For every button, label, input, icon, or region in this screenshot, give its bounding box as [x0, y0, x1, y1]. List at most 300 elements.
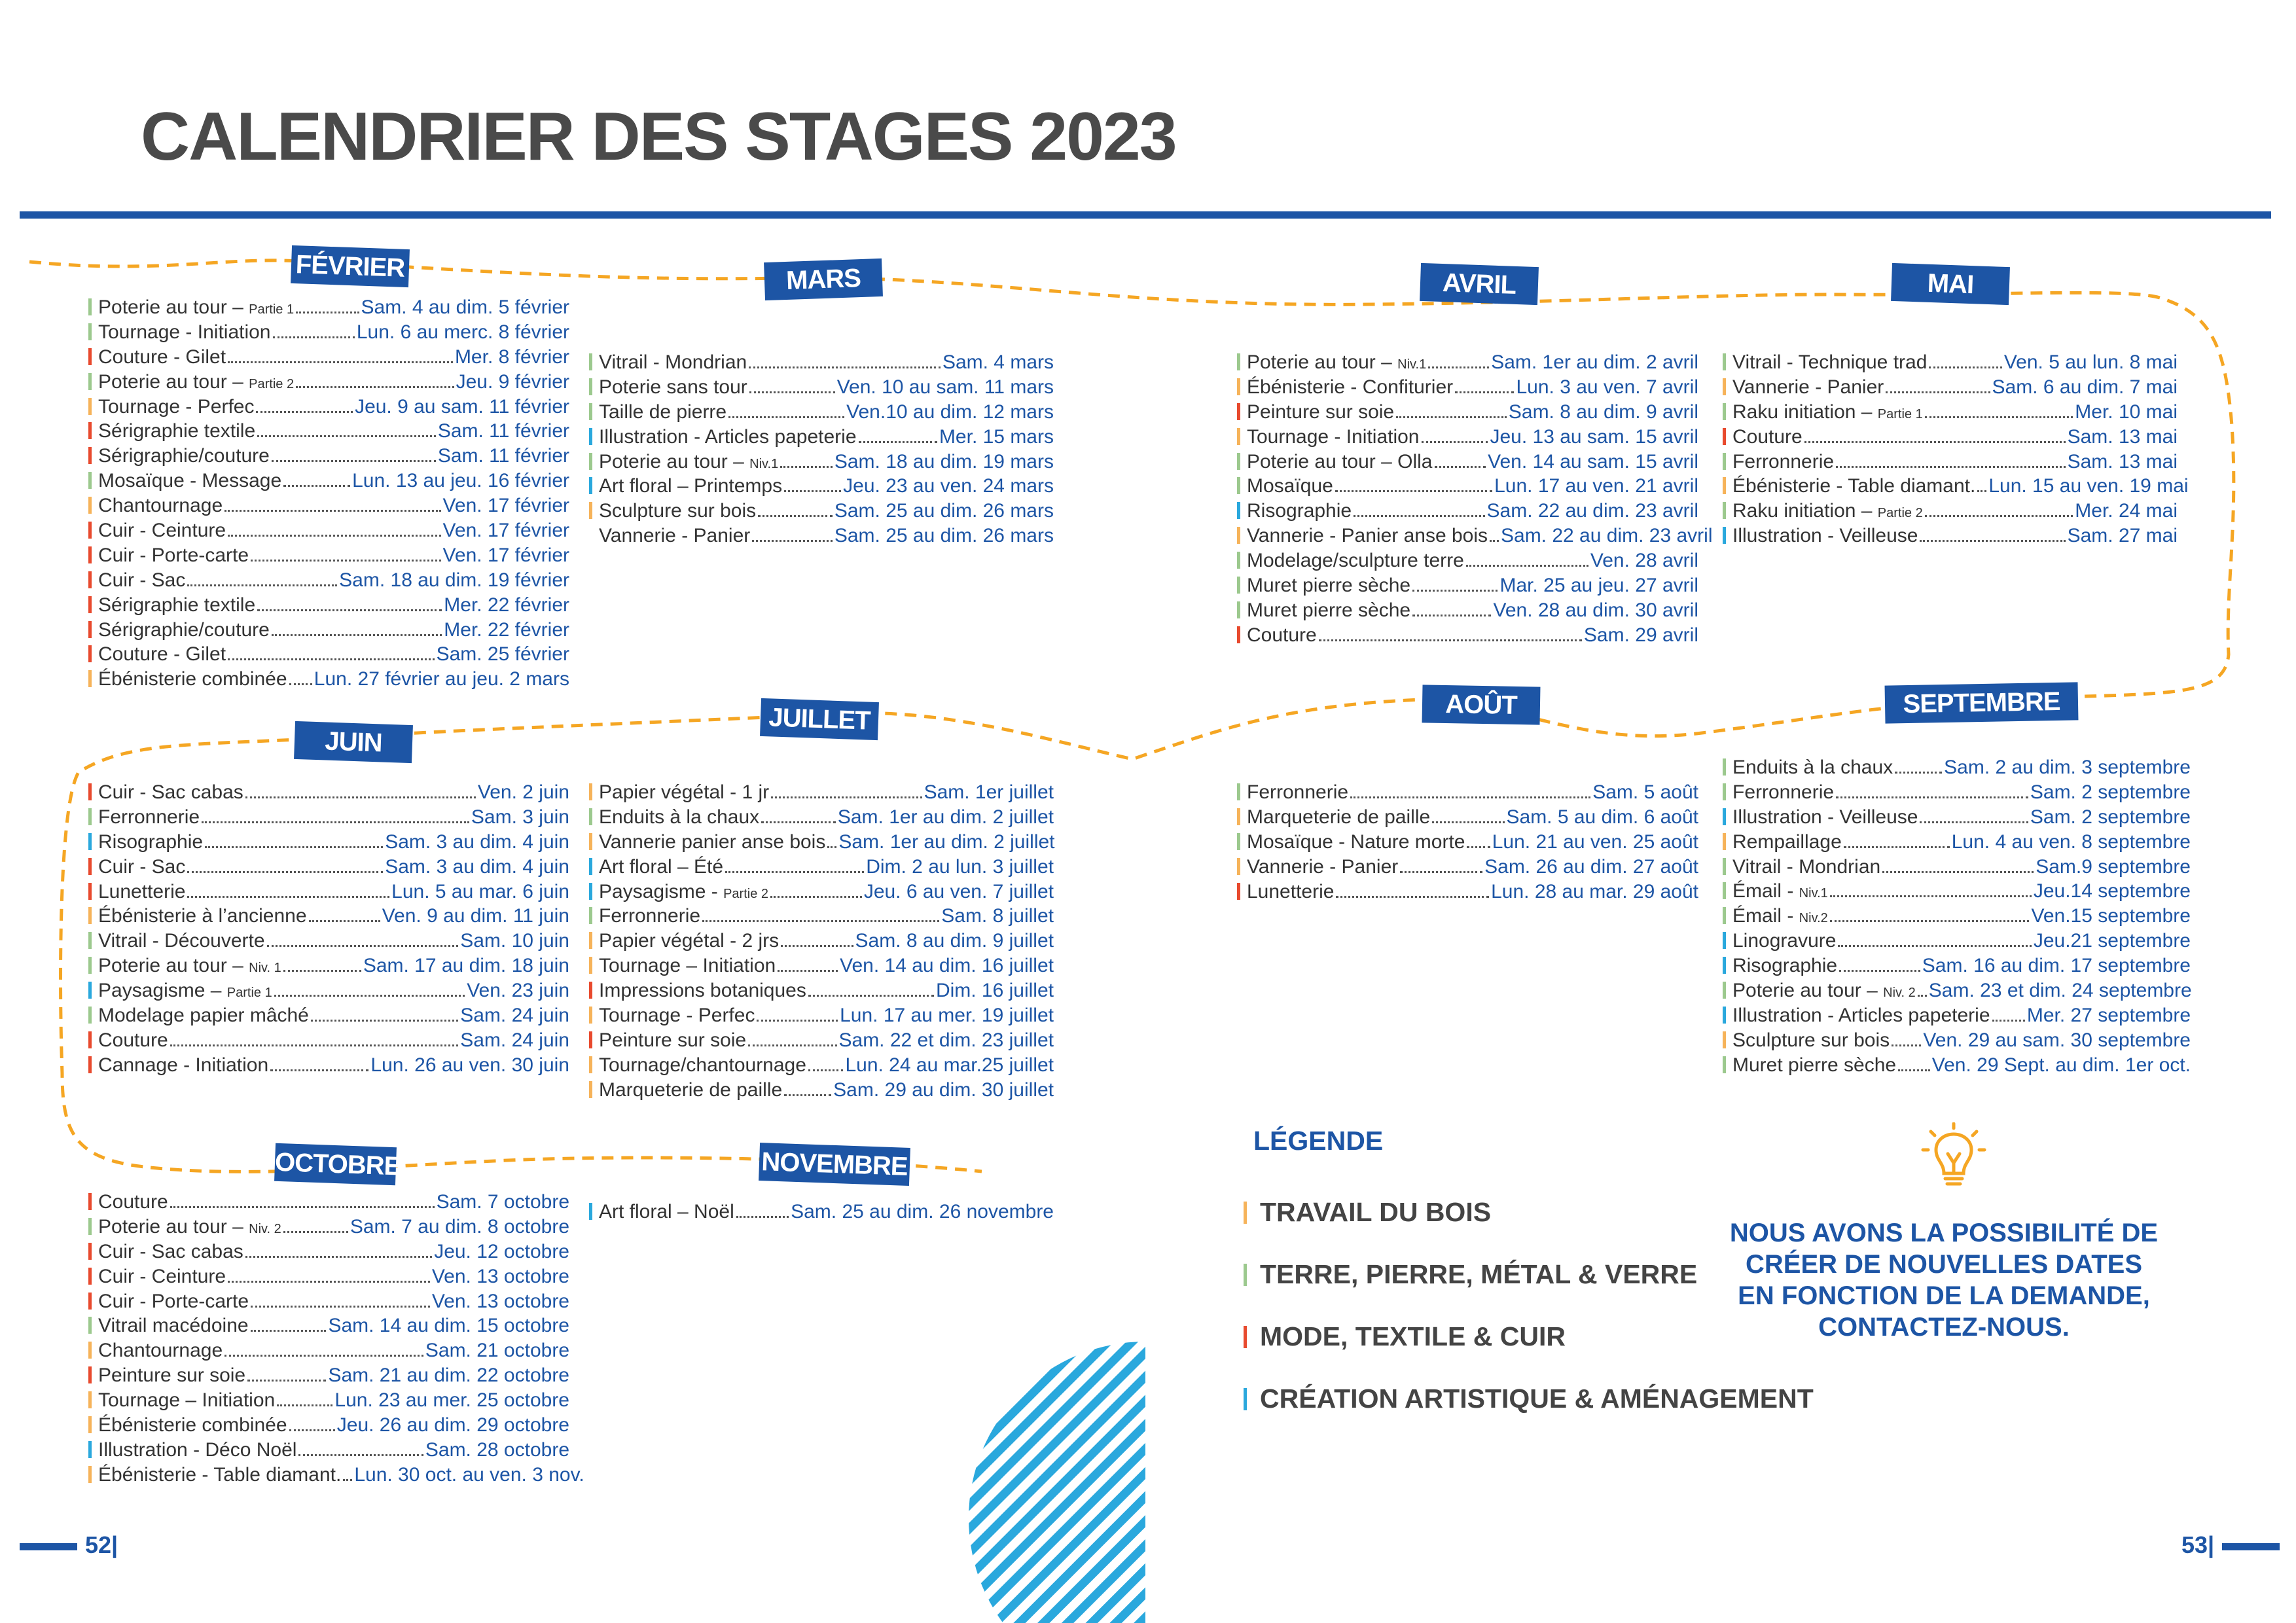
- category-marker: [1237, 502, 1240, 519]
- course-name-text: Marqueterie de paille: [599, 1079, 783, 1101]
- course-name: [1732, 1003, 1990, 1028]
- course-name-text: Sérigraphie/couture: [98, 618, 270, 641]
- dot-leader: [187, 871, 383, 873]
- course-name-text: Couture: [98, 1029, 168, 1051]
- course-name: [1247, 780, 1348, 805]
- category-marker: [1723, 882, 1726, 899]
- dot-leader: [1920, 540, 2065, 542]
- category-marker: [1237, 453, 1240, 470]
- course-date: Sam. 25 au dim. 26 novembre: [791, 1201, 1054, 1222]
- dot-leader: [202, 821, 469, 823]
- course-name: [98, 1215, 281, 1242]
- course-date: Sam. 25 février: [436, 643, 569, 666]
- course-name: [1732, 350, 1927, 375]
- dot-leader: [784, 1094, 831, 1096]
- course-name: [98, 1363, 245, 1388]
- page-rule-left: [20, 1543, 77, 1550]
- schedule-row: [1237, 805, 1698, 830]
- category-marker: [1237, 808, 1240, 825]
- course-date: Sam. 4 au dim. 5 février: [361, 296, 569, 318]
- dot-leader: [1804, 441, 2066, 443]
- schedule-row: [1237, 780, 1698, 805]
- course-name-text: Impressions botaniques: [599, 980, 806, 1002]
- dot-leader: [1925, 416, 2073, 418]
- course-date: Lun. 26 au ven. 30 juin: [370, 1054, 569, 1076]
- dot-leader: [270, 1069, 368, 1071]
- category-marker: [88, 1366, 92, 1383]
- course-name: [599, 400, 726, 425]
- course-name: [1247, 830, 1465, 855]
- course-name-text: Sculpture sur bois: [1732, 1029, 1890, 1051]
- category-marker: [589, 783, 592, 800]
- course-name-text: Vitrail - Découverte: [98, 930, 265, 952]
- dot-leader: [256, 411, 353, 413]
- dot-leader: [251, 1306, 430, 1308]
- dot-leader: [296, 312, 359, 313]
- schedule-row: [88, 593, 569, 618]
- course-name: [1247, 400, 1394, 425]
- dot-leader: [702, 920, 939, 922]
- category-marker: [1237, 883, 1240, 900]
- dot-leader: [170, 1206, 435, 1208]
- course-level: Partie 1: [249, 302, 295, 317]
- category-marker: [1237, 577, 1240, 594]
- course-level: Niv.1: [1397, 357, 1427, 372]
- category-marker: [88, 1391, 92, 1408]
- schedule-row: [589, 855, 1054, 880]
- dot-leader: [1319, 639, 1582, 641]
- schedule-row: [88, 978, 569, 1003]
- category-marker: [88, 670, 92, 687]
- category-marker: [88, 645, 92, 662]
- course-name-text: Vannerie - Panier: [599, 525, 751, 547]
- legend-label: TERRE, PIERRE, MÉTAL & VERRE: [1260, 1259, 1698, 1289]
- course-name: [98, 295, 294, 323]
- dot-leader: [267, 945, 459, 947]
- category-marker: [1723, 527, 1726, 544]
- schedule-row: [88, 1240, 569, 1264]
- course-name-text: Poterie sans tour: [599, 376, 747, 398]
- dot-leader: [1422, 441, 1488, 443]
- course-name-text: Vitrail - Mondrian: [1732, 855, 1881, 878]
- course-name: [98, 395, 254, 419]
- dot-leader: [298, 1454, 423, 1456]
- dot-leader: [1925, 515, 2073, 517]
- dot-leader: [1992, 1020, 2025, 1022]
- course-name-text: Sérigraphie/couture: [98, 445, 270, 467]
- schedule-row: [1723, 780, 2191, 805]
- category-marker: [1237, 833, 1240, 850]
- course-name-text: Vitrail - Mondrian: [599, 351, 747, 373]
- category-marker: [589, 477, 592, 494]
- course-name-text: Illustration - Articles papeterie: [599, 425, 857, 448]
- course-name-text: Poterie au tour –: [98, 296, 249, 318]
- schedule-row: [88, 1289, 569, 1314]
- category-marker: [88, 1293, 92, 1310]
- course-name: [1732, 805, 1918, 830]
- course-date: Sam. 2 au dim. 3 septembre: [1944, 757, 2191, 778]
- course-date: Mer. 22 février: [444, 618, 569, 641]
- course-name: [1247, 573, 1410, 598]
- course-date: Sam. 13 mai: [2067, 425, 2178, 448]
- schedule-row: [1723, 755, 2191, 780]
- course-name-text: Cuir - Sac cabas: [98, 1240, 243, 1262]
- month-label-mai: MAI: [1891, 263, 2010, 305]
- schedule-list-septembre: [1723, 755, 2191, 1078]
- dot-leader: [170, 1044, 459, 1046]
- dot-leader: [1428, 366, 1489, 368]
- dot-leader: [205, 846, 383, 848]
- course-name-text: Mosaïque - Message: [98, 470, 282, 492]
- course-date: Ven. 17 février: [442, 495, 569, 517]
- schedule-row: [1237, 499, 1698, 524]
- dot-leader: [228, 361, 453, 363]
- course-name-text: Ébénisterie - Table diamant.: [98, 1463, 342, 1486]
- course-name-text: Poterie au tour –: [1247, 351, 1398, 373]
- course-name: [98, 568, 185, 593]
- course-name: [1732, 499, 1923, 526]
- schedule-list-fevrier: [88, 295, 569, 692]
- dot-leader: [1354, 515, 1484, 517]
- schedule-row: [88, 954, 569, 978]
- course-date: Sam. 4 mars: [942, 351, 1054, 373]
- dot-leader: [251, 560, 440, 562]
- course-name-text: Chantournage: [98, 1340, 223, 1362]
- category-marker: [1723, 758, 1726, 776]
- schedule-row: [1723, 879, 2191, 904]
- schedule-row: [1237, 548, 1698, 573]
- schedule-row: [88, 1028, 569, 1053]
- course-level: Partie 1: [226, 986, 272, 1001]
- category-marker: [88, 298, 92, 315]
- schedule-row: [589, 450, 1054, 474]
- category-marker: [88, 497, 92, 514]
- course-name: [98, 618, 270, 643]
- category-marker: [1723, 502, 1726, 519]
- course-name-text: Couture: [1732, 425, 1803, 448]
- course-name-text: Ébénisterie combinée: [98, 1414, 287, 1436]
- course-name-text: Ferronnerie: [98, 806, 200, 828]
- category-marker: [589, 833, 592, 850]
- month-label-juillet: JUILLET: [760, 698, 879, 740]
- course-name: [1732, 855, 1880, 880]
- category-marker: [1237, 353, 1240, 370]
- schedule-row: [88, 830, 569, 855]
- course-name: [98, 1313, 249, 1338]
- course-name-text: Poterie au tour –: [98, 370, 249, 393]
- course-name: [1247, 855, 1398, 880]
- course-name-text: Peinture sur soie: [98, 1364, 246, 1387]
- course-name-text: Papier végétal - 2 jrs: [599, 930, 780, 952]
- course-name: [98, 1289, 249, 1314]
- course-name: [1247, 805, 1430, 830]
- schedule-row: [88, 345, 569, 370]
- course-name: [98, 370, 294, 397]
- schedule-row: [88, 1463, 584, 1488]
- category-marker: [1237, 552, 1240, 569]
- course-name-text: Mosaïque: [1247, 475, 1333, 497]
- course-name-text: Ébénisterie à l’ancienne: [98, 905, 307, 927]
- dot-leader: [1886, 391, 1990, 393]
- dot-leader: [247, 1380, 326, 1382]
- category-marker: [88, 883, 92, 900]
- course-level: Partie 2: [249, 376, 295, 391]
- course-date: Ven. 2 juin: [477, 781, 569, 803]
- course-name: [1732, 1053, 1896, 1078]
- dot-leader: [228, 535, 440, 537]
- course-name: [1732, 954, 1837, 978]
- course-name: [1732, 929, 1836, 954]
- category-marker: [88, 571, 92, 588]
- course-name-text: Enduits à la chaux: [599, 806, 760, 828]
- course-date: Jeu. 23 au ven. 24 mars: [843, 475, 1054, 497]
- course-date: Ven.10 au dim. 12 mars: [846, 401, 1054, 423]
- course-date: Mer. 24 mai: [2075, 500, 2178, 522]
- schedule-row: [1237, 375, 1698, 400]
- schedule-row: [589, 1078, 1054, 1103]
- dot-leader: [1895, 772, 1942, 774]
- schedule-row: [1237, 400, 1698, 425]
- course-date: Ven. 28 au dim. 30 avril: [1493, 599, 1698, 621]
- dot-leader: [1400, 871, 1482, 873]
- dot-leader: [728, 416, 844, 418]
- schedule-row: [1237, 855, 1698, 880]
- dot-leader: [187, 896, 389, 898]
- schedule-row: [88, 855, 569, 880]
- course-name: [98, 493, 223, 518]
- schedule-row: [589, 425, 1054, 450]
- category-marker: [88, 1243, 92, 1260]
- month-label-avril: AVRIL: [1420, 263, 1539, 305]
- month-label-novembre: NOVEMBRE: [759, 1143, 910, 1186]
- category-marker: [1237, 527, 1240, 544]
- course-name-text: Lunetterie: [1247, 880, 1335, 902]
- category-marker: [1723, 932, 1726, 949]
- category-marker: [88, 808, 92, 825]
- course-date: Sam. 28 octobre: [425, 1438, 569, 1461]
- dot-leader: [1977, 490, 1986, 492]
- course-name-text: Muret pierre sèche: [1247, 575, 1411, 597]
- course-name: [98, 1338, 223, 1363]
- schedule-row: [1237, 623, 1698, 648]
- dot-leader: [1412, 615, 1491, 616]
- dot-leader: [1830, 895, 2032, 897]
- course-name: [599, 375, 747, 400]
- dot-leader: [343, 1479, 352, 1481]
- dot-leader: [245, 1256, 432, 1258]
- course-name: [599, 1078, 782, 1103]
- dot-leader: [283, 970, 361, 972]
- course-name-text: Modelage/sculpture terre: [1247, 550, 1464, 572]
- schedule-row: [1723, 450, 2178, 474]
- schedule-list-mars: [589, 350, 1054, 548]
- course-level: Niv.1: [749, 456, 779, 471]
- course-date: Ven. 14 au dim. 16 juillet: [840, 955, 1054, 977]
- course-name-text: Mosaïque - Nature morte: [1247, 830, 1465, 853]
- dot-leader: [757, 1020, 838, 1022]
- schedule-row: [1723, 1028, 2191, 1053]
- course-date: Sam. 6 au dim. 7 mai: [1992, 376, 2178, 398]
- category-marker: [1237, 428, 1240, 445]
- schedule-row: [1723, 978, 2191, 1003]
- course-date: Sam. 8 au dim. 9 juillet: [855, 930, 1054, 952]
- category-marker: [1723, 833, 1726, 850]
- course-date: Dim. 16 juillet: [935, 980, 1054, 1002]
- category-marker: [589, 1031, 592, 1048]
- course-name: [1732, 1028, 1890, 1053]
- course-name-text: Vitrail - Technique trad: [1732, 351, 1928, 373]
- course-date: Sam. 11 février: [437, 420, 569, 442]
- course-level: Niv.1: [1799, 886, 1828, 901]
- category-marker: [88, 373, 92, 390]
- course-name-text: Peinture sur soie: [1247, 401, 1395, 423]
- schedule-row: [88, 370, 569, 395]
- schedule-row: [1723, 1053, 2191, 1078]
- category-marker: [1723, 428, 1726, 445]
- course-date: Lun. 23 au mer. 25 octobre: [334, 1389, 569, 1412]
- category-marker: [88, 1268, 92, 1285]
- category-marker: [1237, 477, 1240, 494]
- course-date: Sam. 17 au dim. 18 juin: [363, 955, 569, 977]
- category-marker: [589, 353, 592, 370]
- course-name: [599, 954, 776, 978]
- course-date: Sam. 10 juin: [460, 930, 569, 952]
- course-date: Jeu. 12 octobre: [434, 1240, 569, 1262]
- course-name-text: Cuir - Sac: [98, 855, 186, 878]
- course-name: [1732, 780, 1834, 805]
- course-date: Ven. 29 au sam. 30 septembre: [1923, 1029, 2191, 1051]
- legend-label: MODE, TEXTILE & CUIR: [1260, 1321, 1566, 1351]
- course-name-text: Tournage – Initiation: [599, 955, 776, 977]
- course-name-text: Cuir - Sac cabas: [98, 781, 243, 803]
- course-name-text: Risographie: [1247, 500, 1352, 522]
- course-name-text: Sérigraphie textile: [98, 594, 256, 616]
- category-marker: [88, 472, 92, 489]
- course-name-text: Cannage - Initiation: [98, 1054, 269, 1076]
- dot-leader: [283, 1231, 348, 1233]
- schedule-row: [589, 954, 1054, 978]
- schedule-row: [88, 320, 569, 345]
- course-name: [98, 1438, 296, 1463]
- course-date: Ven. 28 avril: [1590, 550, 1698, 572]
- course-date: Ven. 13 octobre: [431, 1265, 569, 1287]
- schedule-row: [1723, 830, 2191, 855]
- dot-leader: [1412, 590, 1498, 592]
- schedule-row: [1723, 350, 2178, 375]
- schedule-row: [88, 929, 569, 954]
- course-date: Sam. 2 septembre: [2030, 806, 2191, 828]
- page-rule-right: [2222, 1543, 2280, 1550]
- dot-leader: [272, 460, 436, 462]
- info-message: NOUS AVONS LA POSSIBILITÉ DE CRÉER DE NOUVELLES DATES EN FONCTION DE LA DEMANDE, CONTACTEZ-NOUS.: [1729, 1219, 2159, 1342]
- course-date: Sam. 11 février: [437, 445, 569, 467]
- schedule-row: [1723, 1003, 2191, 1028]
- schedule-row: [88, 395, 569, 419]
- category-marker: [88, 1441, 92, 1458]
- dot-leader: [827, 846, 836, 848]
- schedule-row: [88, 780, 569, 805]
- schedule-row: [88, 1215, 569, 1240]
- course-name: [98, 1413, 287, 1438]
- dot-leader: [859, 441, 937, 443]
- category-marker: [1723, 453, 1726, 470]
- course-name: [599, 499, 756, 524]
- schedule-row: [589, 1053, 1054, 1078]
- course-name: [1247, 548, 1464, 573]
- course-level: Niv. 1: [249, 961, 281, 976]
- course-name-text: Taille de pierre: [599, 401, 727, 423]
- course-name: [98, 667, 287, 692]
- schedule-row: [88, 295, 569, 320]
- category-marker: [88, 1193, 92, 1210]
- dot-leader: [257, 435, 436, 437]
- category-marker: [1723, 808, 1726, 825]
- course-name-text: Couture - Gilet: [98, 346, 226, 368]
- course-name-text: Raku initiation –: [1732, 500, 1878, 522]
- schedule-row: [88, 1413, 569, 1438]
- category-marker: [88, 1031, 92, 1048]
- category-marker: [1237, 601, 1240, 618]
- course-date: Jeu.21 septembre: [2033, 930, 2191, 952]
- category-marker: [88, 858, 92, 875]
- course-date: Sam. 5 au dim. 6 août: [1506, 806, 1698, 828]
- dot-leader: [781, 945, 853, 947]
- course-date: Sam. 23 et dim. 24 septembre: [1928, 980, 2192, 1002]
- course-name: [599, 855, 723, 880]
- month-label-fevrier: FÉVRIER: [291, 245, 410, 287]
- course-date: Sam. 24 juin: [460, 1029, 569, 1051]
- category-marker: [589, 428, 592, 445]
- month-label-octobre: OCTOBRE: [274, 1143, 397, 1185]
- category-marker: [88, 957, 92, 974]
- course-date: Sam. 29 avril: [1583, 624, 1698, 646]
- page-number-left: 52|: [85, 1531, 118, 1558]
- schedule-row: [1237, 425, 1698, 450]
- category-marker: [589, 982, 592, 999]
- dot-leader: [289, 1429, 335, 1431]
- dot-leader: [1466, 565, 1588, 567]
- dot-leader: [273, 336, 355, 338]
- category-marker: [589, 502, 592, 519]
- course-date: Jeu. 9 février: [456, 370, 569, 393]
- dot-leader: [736, 1216, 789, 1218]
- category-marker: [1723, 1007, 1726, 1024]
- lightbulb-icon: [1918, 1122, 1990, 1194]
- dot-leader: [1918, 995, 1927, 997]
- course-name-text: Art floral – Noël: [599, 1201, 734, 1222]
- schedule-row: [88, 880, 569, 904]
- schedule-row: [1237, 830, 1698, 855]
- dot-leader: [1844, 846, 1950, 848]
- dot-leader: [1898, 1069, 1930, 1071]
- category-marker: [589, 1203, 592, 1220]
- course-date: Sam. 1er au dim. 2 juillet: [837, 806, 1054, 828]
- dot-leader: [748, 1044, 836, 1046]
- category-marker: [88, 1007, 92, 1024]
- course-date: Mer. 22 février: [444, 594, 569, 616]
- category-marker: [589, 957, 592, 974]
- dot-leader: [283, 485, 350, 487]
- course-name-text: Modelage papier mâché: [98, 1005, 309, 1027]
- course-name-text: Cuir - Ceinture: [98, 520, 226, 542]
- schedule-row: [589, 1028, 1054, 1053]
- category-marker: [589, 403, 592, 420]
- course-name-text: Cuir - Porte-carte: [98, 544, 249, 566]
- course-name: [98, 1264, 226, 1289]
- schedule-list-mai: [1723, 350, 2189, 548]
- schedule-row: [88, 618, 569, 643]
- month-label-septembre: SEPTEMBRE: [1885, 682, 2079, 723]
